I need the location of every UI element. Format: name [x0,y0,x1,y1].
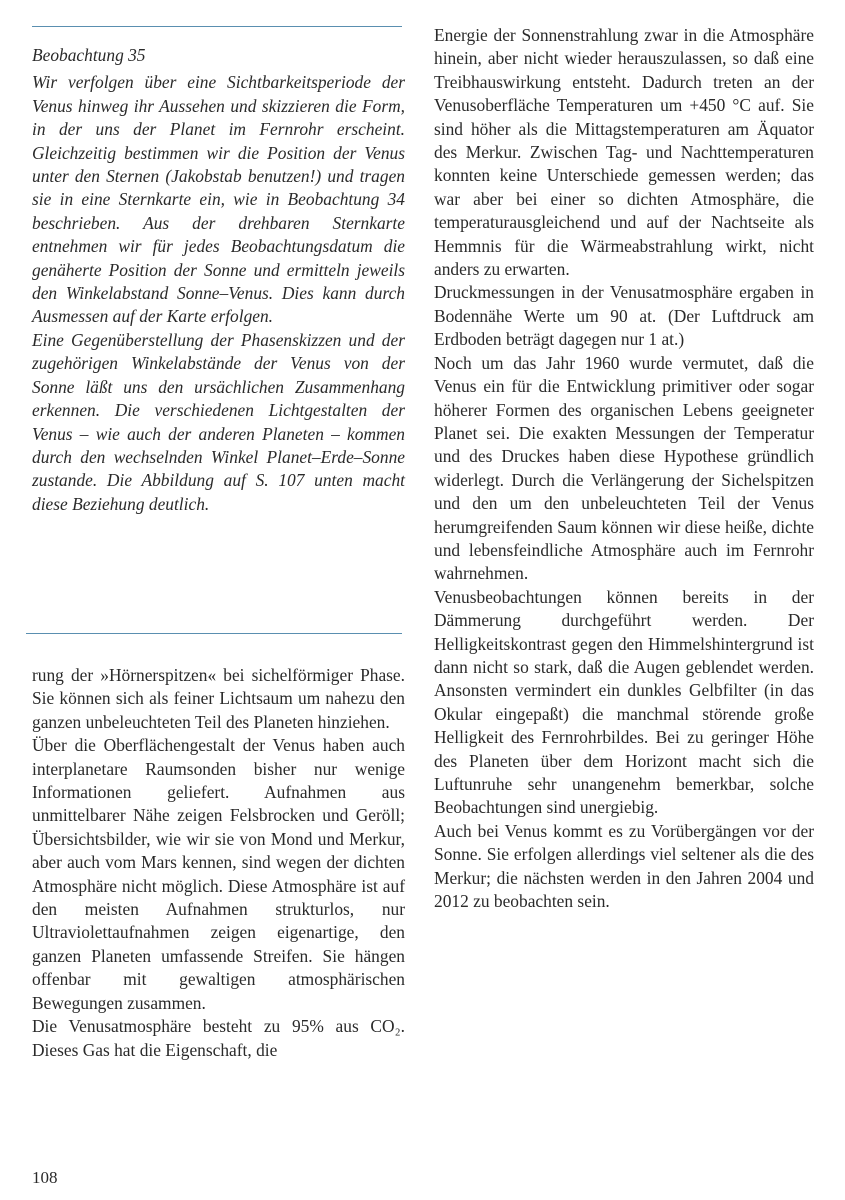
body-paragraph: Auch bei Venus kommt es zu Vorübergängen vor der Sonne. Sie erfolgen allerdings viel seltener als die des Merkur; die nächsten werden in den Jahren 2004 und 2012 zu beobachten sein. [434,820,814,912]
body-paragraph: Noch um das Jahr 1960 wurde vermutet, daß die Venus ein für die Entwicklung primitiver oder sogar höherer Formen des organischen Lebens geeigneter Planet sei. Die exakten Messungen der Temperatur und des Druckes haben diese Hypothese gründlich widerlegt. Durch die Verlängerung der Sichelspitzen und den um den unbeleuchteten Teil der Venus herumgreifenden Saum können wir diese heiße, dichte und lebensfeindliche Atmosphäre auch im Fernrohr wahrnehmen. [434,352,814,584]
right-column [434,24,814,913]
body-paragraph: Venusbeobachtungen können bereits in der Dämmerung durchgeführt werden. Der Helligkeitskontrast gegen den Himmelshintergrund ist dann nicht so stark, daß die Augen geblendet werden. Ansonsten vermindert ein dunkles Gelbfilter (in das Okular eingepaßt) die manchmal störende große Helligkeit des Fernrohrbildes. Bei zu geringer Höhe des Planeten über dem Horizont macht sich die Luftunruhe sehr unangenehm bemerkbar, solche Beobachtungen sind unergiebig. [434,586,814,818]
observation-paragraph: Wir verfolgen über eine Sichtbarkeitsperiode der Venus hinweg ihr Aussehen und skizzieren die Form, in der uns der Planet im Fernrohr erscheint. Gleichzeitig bestimmen wir die Position der Venus unter den Sternen (Jakobstab benutzen!) und tragen sie in eine Sternkarte ein, wie in Beobachtung 34 beschrieben. Aus der drehbaren Sternkarte entnehmen wir für jedes Beobachtungsdatum die genäherte Position der Sonne und ermitteln jeweils den Winkelabstand Sonne–Venus. Dies kann durch Ausmessen auf der Karte erfolgen. [32,72,405,327]
body-paragraph: rung der »Hörnerspitzen« bei sichelförmiger Phase. Sie können sich als feiner Lichtsaum um nahezu den ganzen unbeleuchteten Teil des Planeten hinziehen. [32,665,405,732]
observation-paragraph: Eine Gegenüberstellung der Phasenskizzen und der zugehörigen Winkelabstände der Venus von der Sonne läßt uns den ursächlichen Zusammenhang erkennen. Die verschiedenen Lichtgestalten der Venus – wie auch der anderen Planeten – kommen durch den wechselnden Winkel Planet–Erde–Sonne zustande. Die Abbildung auf S. 107 unten macht diese Beziehung deutlich. [32,329,405,514]
observation-title: Beobachtung 35 [32,45,146,65]
body-paragraph: Die Venusatmosphäre besteht zu 95% aus CO₂. Dieses Gas hat die Eigenschaft, die [32,1016,405,1060]
observation-box [32,44,405,516]
box-top-rule [32,26,402,27]
body-paragraph: Energie der Sonnenstrahlung zwar in die Atmosphäre hinein, aber nicht wieder herauszulassen, so daß eine Treibhauswirkung entsteht. Dadurch treten an der Venusoberfläche Temperaturen um +450 °C auf. Sie sind höher als die Mittagstemperaturen am Äquator des Merkur. Zwischen Tag- und Nachttemperaturen konnten keine Unterschiede gemessen werden; das war aber bei einer so dichten Atmosphäre, die temperaturausgleichend und auf der Nachtseite als Hemmnis für die Wärmeabstrahlung wirkt, nicht anders zu erwarten. [434,25,814,280]
left-column [32,664,405,1062]
body-paragraph: Über die Oberflächengestalt der Venus haben auch interplanetare Raumsonden bisher nur wenige Informationen geliefert. Aufnahmen aus unmittelbarer Nähe zeigen Felsbrocken und Geröll; Übersichtsbilder, wie wir sie von Mond und Merkur, aber auch vom Mars kennen, sind wegen der dichten Atmosphäre nicht möglich. Diese Atmosphäre ist auf den meisten Aufnahmen strukturlos, nur Ultraviolettaufnahmen zeigen eigenartige, den ganzen Planeten umfassende Streifen. Sie hängen offenbar mit gewaltigen atmosphärischen Bewegungen zusammen. [32,735,405,1013]
box-bottom-rule [26,633,402,634]
body-paragraph: Druckmessungen in der Venusatmosphäre ergaben in Bodennähe Werte um 90 at. (Der Luftdruck am Erdboden beträgt dagegen nur 1 at.) [434,282,814,350]
page-number: 108 [32,1168,58,1187]
